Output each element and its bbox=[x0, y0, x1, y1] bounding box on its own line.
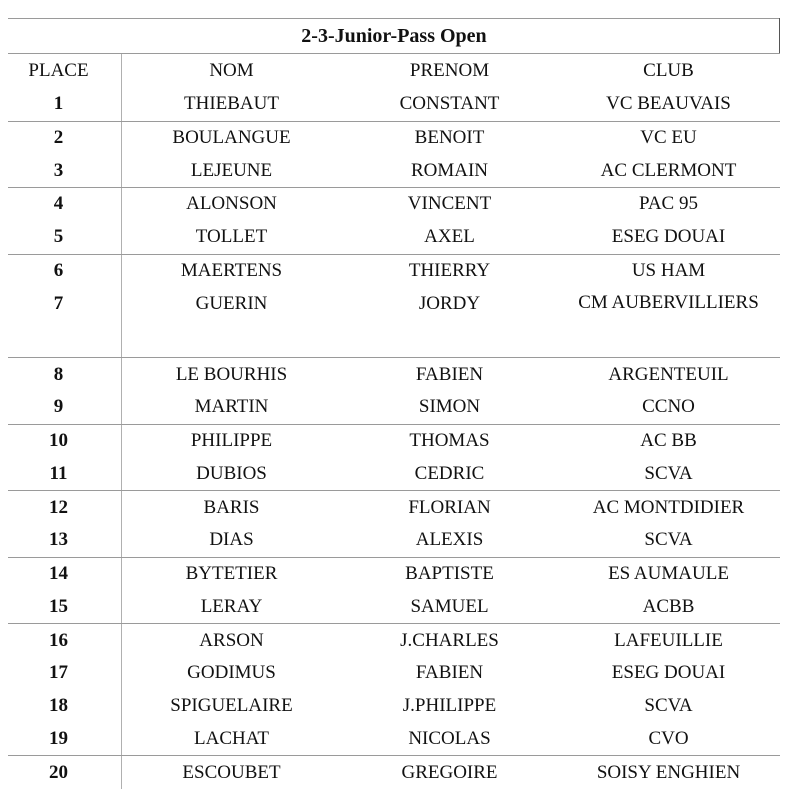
table-row bbox=[8, 88, 780, 121]
cell-nom: TOLLET bbox=[195, 226, 268, 248]
results-table bbox=[8, 55, 780, 789]
cell-club: US HAM bbox=[557, 254, 780, 287]
cell-club: AC MONTDIDIER bbox=[557, 491, 780, 524]
table-row bbox=[8, 491, 780, 524]
table-row bbox=[8, 154, 780, 187]
table-row bbox=[8, 221, 780, 254]
cell-prenom: SIMON bbox=[418, 396, 481, 418]
table-row bbox=[8, 657, 780, 690]
cell-club: SCVA bbox=[644, 695, 693, 717]
cell-place: 2 bbox=[8, 121, 121, 154]
cell-place: 20 bbox=[8, 756, 121, 789]
cell-place: 5 bbox=[53, 226, 64, 248]
cell-club: VC EU bbox=[557, 121, 780, 154]
cell-nom: BOULANGUE bbox=[121, 121, 342, 154]
cell-place: 9 bbox=[53, 396, 64, 418]
cell-place: 18 bbox=[49, 695, 68, 717]
cell-club: CM AUBERVILLIERS bbox=[578, 292, 759, 314]
cell-place: 14 bbox=[8, 557, 121, 590]
cell-nom: ARSON bbox=[121, 624, 342, 657]
cell-nom: LE BOURHIS bbox=[121, 358, 342, 391]
table-row bbox=[8, 358, 780, 391]
cell-prenom: J.PHILIPPE bbox=[402, 695, 497, 717]
cell-nom: MARTIN bbox=[194, 396, 269, 418]
header-nom: NOM bbox=[209, 60, 254, 82]
cell-prenom: AXEL bbox=[424, 226, 475, 248]
cell-nom: GUERIN bbox=[195, 293, 268, 315]
header-place: PLACE bbox=[28, 60, 89, 82]
cell-nom: LERAY bbox=[200, 595, 263, 617]
cell-club: ESEG DOUAI bbox=[611, 226, 726, 248]
cell-club: VC BEAUVAIS bbox=[606, 93, 731, 115]
cell-nom: BARIS bbox=[121, 491, 342, 524]
cell-club: LAFEUILLIE bbox=[557, 624, 780, 657]
cell-place: 17 bbox=[49, 662, 68, 684]
cell-prenom: BENOIT bbox=[342, 121, 557, 154]
cell-prenom: J.CHARLES bbox=[342, 624, 557, 657]
cell-place: 12 bbox=[8, 491, 121, 524]
page-title: 2-3-Junior-Pass Open bbox=[301, 25, 487, 47]
cell-nom: MAERTENS bbox=[121, 254, 342, 287]
cell-club: ES AUMAULE bbox=[557, 557, 780, 590]
cell-nom: ALONSON bbox=[121, 188, 342, 221]
cell-nom: PHILIPPE bbox=[121, 424, 342, 457]
cell-club: ESEG DOUAI bbox=[611, 662, 726, 684]
cell-club: ARGENTEUIL bbox=[557, 358, 780, 391]
cell-place: 10 bbox=[8, 424, 121, 457]
cell-club: SCVA bbox=[644, 462, 693, 484]
table-row bbox=[8, 723, 780, 756]
cell-place: 16 bbox=[8, 624, 121, 657]
cell-place: 7 bbox=[53, 293, 64, 315]
table-row bbox=[8, 458, 780, 491]
cell-prenom: CONSTANT bbox=[399, 93, 500, 115]
cell-club: ACBB bbox=[642, 595, 695, 617]
cell-club: AC CLERMONT bbox=[600, 159, 737, 181]
cell-place: 6 bbox=[8, 254, 121, 287]
cell-nom: DIAS bbox=[209, 529, 254, 551]
cell-prenom: FABIEN bbox=[342, 358, 557, 391]
cell-club: AC BB bbox=[557, 424, 780, 457]
table-row bbox=[8, 287, 780, 358]
cell-nom: LEJEUNE bbox=[190, 159, 273, 181]
cell-prenom: GREGOIRE bbox=[342, 756, 557, 789]
cell-prenom: SAMUEL bbox=[410, 595, 489, 617]
header-row bbox=[8, 55, 780, 88]
cell-prenom: THIERRY bbox=[342, 254, 557, 287]
cell-prenom: NICOLAS bbox=[408, 727, 491, 749]
table-row bbox=[8, 557, 780, 590]
cell-prenom: FABIEN bbox=[415, 662, 484, 684]
cell-prenom: VINCENT bbox=[342, 188, 557, 221]
title-divider bbox=[8, 53, 780, 54]
cell-place: 11 bbox=[49, 462, 68, 484]
cell-place: 1 bbox=[53, 93, 64, 115]
cell-prenom: ROMAIN bbox=[410, 159, 489, 181]
table-row bbox=[8, 121, 780, 154]
cell-place: 13 bbox=[49, 529, 68, 551]
cell-prenom: FLORIAN bbox=[342, 491, 557, 524]
table-row bbox=[8, 524, 780, 557]
cell-nom: BYTETIER bbox=[121, 557, 342, 590]
cell-club: SOISY ENGHIEN bbox=[557, 756, 780, 789]
header-club: CLUB bbox=[643, 60, 694, 82]
table-row bbox=[8, 254, 780, 287]
top-border bbox=[8, 18, 780, 19]
header-prenom: PRENOM bbox=[409, 60, 490, 82]
table-row bbox=[8, 424, 780, 457]
table-row bbox=[8, 624, 780, 657]
cell-prenom: BAPTISTE bbox=[342, 557, 557, 590]
cell-place: 3 bbox=[53, 159, 64, 181]
table-row bbox=[8, 188, 780, 221]
cell-club: PAC 95 bbox=[557, 188, 780, 221]
cell-club: SCVA bbox=[644, 529, 693, 551]
cell-nom: DUBIOS bbox=[196, 462, 267, 484]
table-row bbox=[8, 391, 780, 424]
cell-nom: ESCOUBET bbox=[121, 756, 342, 789]
cell-place: 4 bbox=[8, 188, 121, 221]
cell-club: CCNO bbox=[642, 396, 695, 418]
cell-nom: GODIMUS bbox=[187, 662, 276, 684]
table-row bbox=[8, 756, 780, 789]
cell-nom: THIEBAUT bbox=[184, 93, 279, 115]
cell-prenom: ALEXIS bbox=[415, 529, 484, 551]
cell-place: 8 bbox=[8, 358, 121, 391]
cell-place: 19 bbox=[49, 727, 68, 749]
cell-prenom: THOMAS bbox=[342, 424, 557, 457]
cell-place: 15 bbox=[49, 595, 68, 617]
cell-prenom: JORDY bbox=[418, 293, 481, 315]
cell-nom: LACHAT bbox=[194, 727, 269, 749]
table-row bbox=[8, 591, 780, 624]
cell-nom: SPIGUELAIRE bbox=[170, 695, 293, 717]
cell-club: CVO bbox=[648, 727, 689, 749]
cell-prenom: CEDRIC bbox=[414, 462, 485, 484]
table-row bbox=[8, 690, 780, 723]
